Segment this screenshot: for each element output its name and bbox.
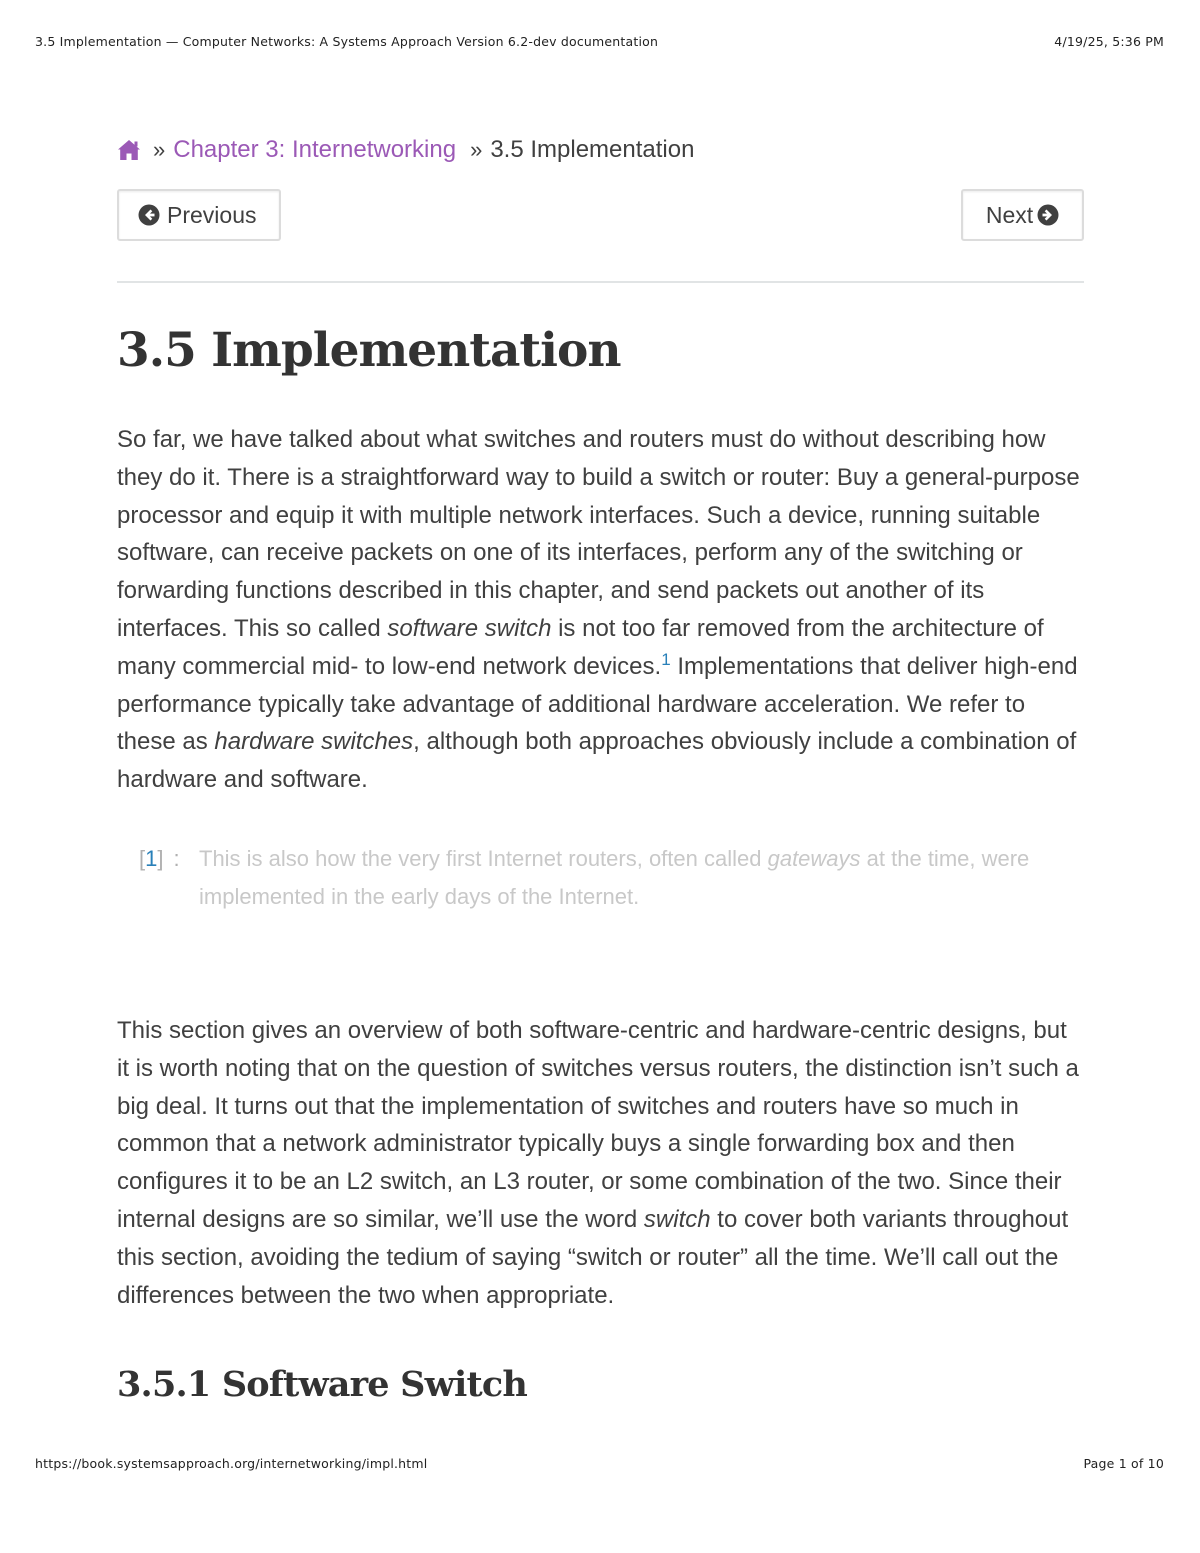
print-header — [35, 34, 1164, 49]
footnote — [117, 840, 1084, 916]
breadcrumb — [117, 130, 1084, 170]
print-footer — [35, 1456, 1164, 1471]
home-icon[interactable] — [117, 139, 141, 161]
breadcrumb-current: 3.5 Implementation — [490, 136, 695, 163]
breadcrumb-chapter-link[interactable]: Chapter 3: Internetworking — [173, 136, 457, 163]
paragraph-text: to cover both variants throughout this section, avoiding the tedium of saying “switch or router” all the time. We’ll call out the differences between the two when appropriate. — [117, 1205, 1069, 1309]
previous-label: Previous — [167, 201, 257, 228]
page-title: 3.5 Implementation — [117, 323, 621, 378]
arrow-circle-left-icon — [138, 204, 160, 226]
footnote-reference[interactable]: 1 — [661, 649, 671, 669]
nav-buttons — [117, 189, 1084, 245]
breadcrumb-separator: » — [153, 137, 166, 162]
print-footer-page: Page 1 of 10 — [1083, 1456, 1164, 1471]
footnote-number[interactable]: 1 — [145, 845, 158, 871]
print-header-title: 3.5 Implementation — Computer Networks: A Systems Approach Version 6.2-dev documentation — [35, 34, 659, 49]
print-header-datetime: 4/19/25, 5:36 PM — [1054, 34, 1164, 49]
paragraph-overview — [117, 1012, 1084, 1314]
arrow-circle-right-icon — [1037, 204, 1059, 226]
main-content — [117, 130, 1084, 1409]
print-footer-url: https://book.systemsapproach.org/internetworking/impl.html — [35, 1456, 428, 1471]
paragraph-text: So far, we have talked about what switches and routers must do without describing how they do it. There is a straightforward way to build a switch or router: Buy a general-purpose processor and equip it with multiple network interfaces. Such a device, running suitable software, can receive packets on one of its interfaces, perform any of the switching or forwarding functions described in this chapter, and send packets out another of its interfaces. This so called — [117, 426, 1080, 642]
section-heading: 3.5.1 Software Switch — [117, 1364, 527, 1406]
footnote-label[interactable]: [1] : — [139, 845, 180, 871]
footnote-text: This is also how the very first Internet routers, often called gateways at the time, were implemented in the early days of the Internet. — [199, 845, 1030, 909]
emphasis-gateways: gateways — [767, 845, 861, 871]
paragraph-text: is not too far removed from the architecture of many commercial mid- to low-end network devices. — [117, 614, 1044, 680]
paragraph-intro — [117, 421, 1084, 799]
next-label: Next — [985, 201, 1034, 228]
divider — [117, 281, 1084, 283]
paragraph-text: Implementations that deliver high-end performance typically take advantage of additional hardware acceleration. We refer to these as — [117, 652, 1078, 756]
next-button[interactable] — [961, 189, 1084, 241]
emphasis-switch: switch — [643, 1205, 711, 1233]
paragraph-text: This section gives an overview of both software-centric and hardware-centric designs, but it is worth noting that on the question of switches versus routers, the distinction isn’t such a big deal. It turns out that the implementation of switches and routers have so much in common that a network administrator typically buys a single forwarding box and then configures it to be an L2 switch, an L3 router, or some combination of the two. Since their internal designs are so similar, we’ll use the word — [117, 1016, 1079, 1233]
paragraph-text: , although both approaches obviously include a combination of hardware and software. — [117, 728, 1077, 794]
breadcrumb-separator: » — [470, 137, 483, 162]
previous-button[interactable] — [117, 189, 281, 241]
emphasis-software-switch: software switch — [387, 614, 552, 642]
emphasis-hardware-switches: hardware switches — [214, 728, 414, 756]
